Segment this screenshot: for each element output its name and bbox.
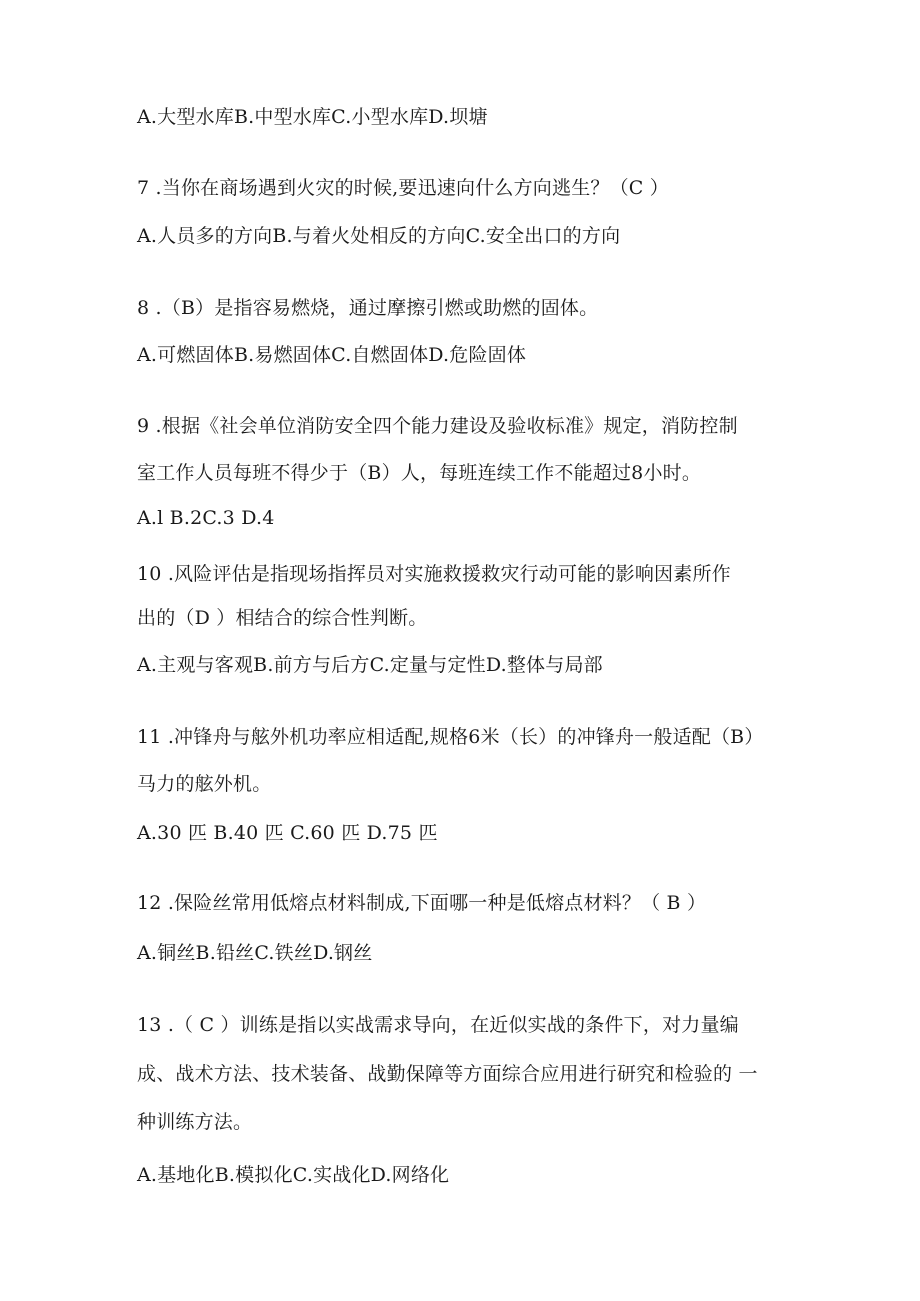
q7-question: 7 .当你在商场遇到火灾的时候,要迅速向什么方向逃生？（C ）: [137, 177, 669, 199]
q11-question-line-2: 马力的舷外机。: [137, 773, 272, 795]
q11-options: A.30 匹 B.40 匹 C.60 匹 D.75 匹: [137, 822, 438, 844]
q9-question-line-1: 9 .根据《社会单位消防安全四个能力建设及验收标准》规定，消防控制: [137, 415, 738, 437]
q10-question-line-2: 出的（D ）相结合的综合性判断。: [137, 607, 428, 629]
q8-question: 8 .（B）是指容易燃烧，通过摩擦引燃或助燃的固体。: [137, 297, 599, 319]
q13-options: A.基地化B.模拟化C.实战化D.网络化: [137, 1164, 450, 1186]
q10-options: A.主观与客观B.前方与后方C.定量与定性D.整体与局部: [137, 654, 603, 676]
q7-options: A.人员多的方向B.与着火处相反的方向C.安全出口的方向: [137, 225, 621, 247]
q11-question-line-1: 11 .冲锋舟与舷外机功率应相适配,规格6米（长）的冲锋舟一般适配（B）: [137, 726, 764, 748]
q6-options: A.大型水库B.中型水库C.小型水库D.坝塘: [137, 106, 488, 128]
q9-options: A.l B.2C.3 D.4: [137, 507, 275, 529]
q13-question-line-1: 13 .（ C ）训练是指以实战需求导向，在近似实战的条件下，对力量编: [137, 1014, 739, 1036]
q9-question-line-2: 室工作人员每班不得少于（B）人，每班连续工作不能超过8小时。: [137, 462, 702, 484]
q13-question-line-3: 种训练方法。: [137, 1111, 253, 1133]
q8-options: A.可燃固体B.易燃固体C.自燃固体D.危险固体: [137, 344, 527, 366]
q12-options: A.铜丝B.铅丝C.铁丝D.钢丝: [137, 942, 373, 964]
q13-question-line-2: 成、战术方法、技术装备、战勤保障等方面综合应用进行研究和检验的 一: [137, 1063, 758, 1085]
q12-question: 12 .保险丝常用低熔点材料制成,下面哪一种是低熔点材料？（ B ）: [137, 892, 707, 914]
q10-question-line-1: 10 .风险评估是指现场指挥员对实施救援救灾行动可能的影响因素所作: [137, 563, 731, 585]
